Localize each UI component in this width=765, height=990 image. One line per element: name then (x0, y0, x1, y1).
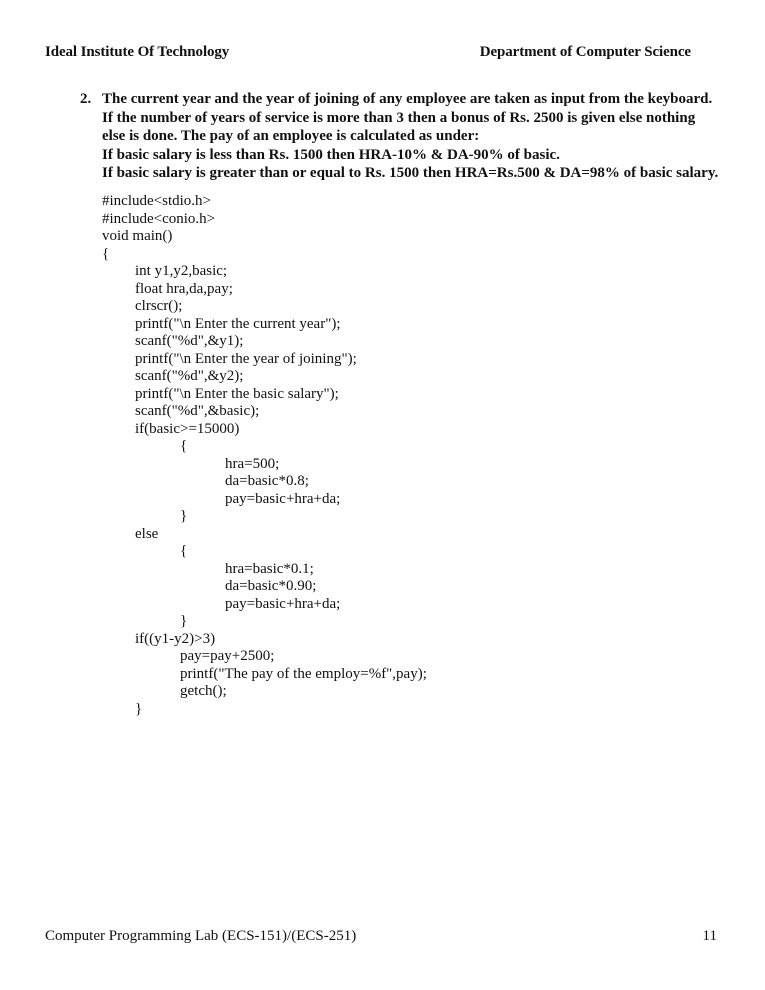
code-line: printf("\n Enter the basic salary"); (135, 385, 339, 402)
code-line: scanf("%d",&basic); (135, 403, 260, 419)
code-line: #include<conio.h> (102, 210, 216, 227)
code-line: if(basic>=15000) (135, 420, 240, 437)
code-line: getch(); (180, 683, 227, 699)
question-line: If basic salary is greater than or equal to Rs. 1500 then HRA=Rs.500 & DA=98% of basic salary. (102, 165, 719, 181)
code-line: int y1,y2,basic; (135, 263, 228, 279)
code-line: void main() (102, 228, 173, 244)
code-line: } (180, 508, 188, 524)
code-line: printf("\n Enter the current year"); (135, 315, 341, 332)
code-line: pay=basic+hra+da; (225, 595, 341, 612)
code-line: #include<stdio.h> (102, 193, 211, 209)
question-text (102, 90, 740, 183)
code-line: else (135, 525, 159, 542)
code-listing (102, 193, 427, 718)
code-line: pay=basic+hra+da; (225, 490, 341, 507)
code-line: { (180, 543, 188, 559)
code-line: } (135, 700, 143, 717)
question-line: The current year and the year of joining of any employee are taken as input from the keyboard. (102, 91, 713, 107)
code-line: printf("\n Enter the year of joining"); (135, 350, 357, 367)
code-line: scanf("%d",&y2); (135, 368, 244, 384)
question-line: If the number of years of service is more than 3 then a bonus of Rs. 2500 is given else nothing (102, 109, 696, 126)
question-line: If basic salary is less than Rs. 1500 then HRA-10% & DA-90% of basic. (102, 146, 560, 163)
header-department-name: Department of Computer Science (479, 44, 691, 60)
footer-page-number: 11 (702, 928, 717, 944)
code-line: float hra,da,pay; (135, 280, 233, 297)
code-line: if((y1-y2)>3) (135, 630, 216, 647)
question-line: else is done. The pay of an employee is calculated as under: (102, 128, 480, 144)
code-line: clrscr(); (135, 298, 183, 314)
code-line: da=basic*0.8; (225, 473, 309, 489)
code-line: } (180, 613, 188, 629)
code-line: pay=pay+2500; (180, 648, 275, 664)
question-number: 2. (80, 91, 92, 107)
code-line: { (102, 245, 110, 262)
question-block (80, 90, 740, 183)
code-line: printf("The pay of the employ=%f",pay); (180, 665, 427, 682)
code-line: { (180, 438, 188, 454)
code-line: hra=500; (225, 455, 280, 472)
code-line: scanf("%d",&y1); (135, 333, 244, 349)
code-line: hra=basic*0.1; (225, 560, 314, 577)
footer-course-title: Computer Programming Lab (ECS-151)/(ECS-251) (45, 928, 357, 944)
header-institute-name: Ideal Institute Of Technology (45, 44, 230, 60)
code-line: da=basic*0.90; (225, 578, 317, 594)
